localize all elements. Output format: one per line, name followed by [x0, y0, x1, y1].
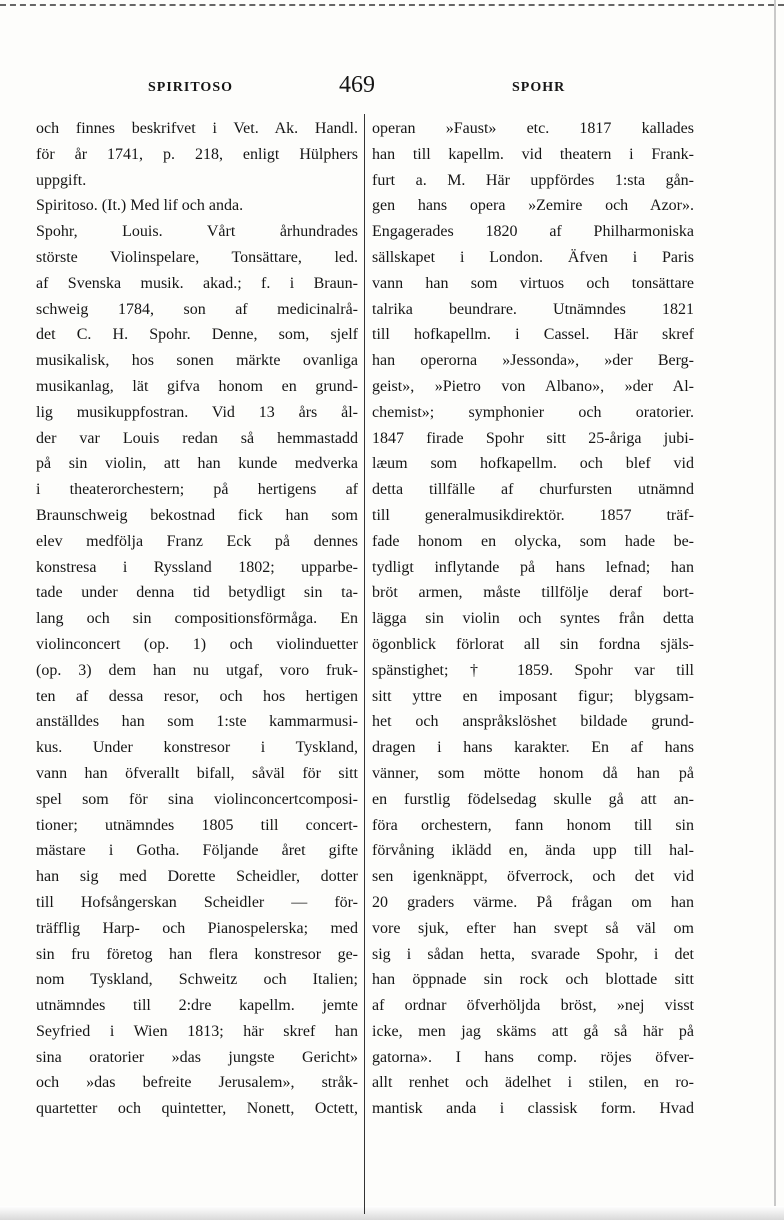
text-line: læum som hofkapellm. och blef vid — [372, 455, 694, 473]
text-line: gatorna». I hans comp. röjes öfver- — [372, 1048, 694, 1066]
text-line: detta tillfälle af churfursten utnämnd — [372, 481, 694, 499]
text-line: han öppnade sin rock och blottade sitt — [372, 971, 694, 989]
column-divider — [364, 114, 365, 1214]
top-border-line — [0, 4, 784, 6]
text-line: på sin violin, att han kunde medverka — [36, 455, 358, 473]
text-line: fade honom en olycka, som hade be- — [372, 532, 694, 550]
text-line: anställdes han som 1:ste kammarmusi- — [36, 713, 358, 731]
text-line: het och anspråkslöshet bildade grund- — [372, 713, 694, 731]
text-line: af Svenska musik. akad.; f. i Braun- — [36, 274, 358, 292]
text-line: störste Violinspelare, Tonsättare, led. — [36, 248, 358, 266]
text-line: spänstighet; † 1859. Spohr var till — [372, 661, 694, 679]
text-line: operan »Faust» etc. 1817 kallades — [372, 120, 694, 137]
page-edge-bottom — [0, 1206, 784, 1220]
text-line: 1847 firade Spohr sitt 25-åriga jubi- — [372, 429, 694, 447]
text-line: uppgift. — [36, 171, 87, 189]
text-line: Engagerades 1820 af Philharmoniska — [372, 223, 694, 241]
left-column — [36, 116, 358, 1122]
text-line: schweig 1784, son af medicinalrå- — [36, 300, 358, 318]
text-line: han till kapellm. vid theatern i Frank- — [372, 145, 694, 163]
text-line: förvåning iklädd en, ända upp till hal- — [372, 842, 694, 860]
text-line: tydligt inflytande på hans lefnad; han — [372, 558, 694, 576]
text-line: till hofkapellm. i Cassel. Här skref — [372, 326, 694, 344]
text-line: till Hofsångerskan Scheidler — för- — [36, 893, 358, 911]
text-line: lang och sin compositionsförmåga. En — [36, 610, 358, 628]
page-edge-right — [774, 0, 776, 1220]
text-line: för år 1741, p. 218, enligt Hülphers — [36, 145, 358, 163]
text-line: sig i sådan hetta, svarade Spohr, i det — [372, 945, 694, 963]
header-left-keyword: SPIRITOSO — [148, 80, 233, 95]
text-line: mantisk anda i classisk form. Hvad — [372, 1100, 694, 1118]
text-line: det C. H. Spohr. Denne, som, sjelf — [36, 326, 358, 344]
text-line: sin fru företog han flera konstresor ge- — [36, 945, 358, 963]
text-line: han operorna »Jessonda», »der Berg- — [372, 352, 694, 370]
text-line: kus. Under konstresor i Tyskland, — [36, 739, 358, 757]
text-line: lig musikuppfostran. Vid 13 års ål- — [36, 403, 358, 421]
text-line: furt a. M. Här uppfördes 1:sta gån- — [372, 171, 694, 189]
text-line: ten af dessa resor, och hos hertigen — [36, 687, 358, 705]
text-line: Seyfried i Wien 1813; här skref han — [36, 1022, 358, 1040]
right-column — [372, 116, 694, 1122]
text-line: träfflig Harp- och Pianospelerska; med — [36, 919, 358, 937]
text-line: bröt armen, måste tillfölje deraf bort- — [372, 584, 694, 602]
text-line: Spiritoso. (It.) Med lif och anda. — [36, 197, 244, 215]
text-line: Spohr, Louis. Vårt århundrades — [36, 223, 358, 241]
text-line: vann han som virtuos och tonsättare — [372, 274, 694, 292]
running-header — [0, 72, 784, 112]
text-line: der var Louis redan så hemmastadd — [36, 429, 358, 447]
text-line: mästare i Gotha. Följande året gifte — [36, 842, 358, 860]
text-line: sina oratorier »das jungste Gericht» — [36, 1048, 358, 1066]
text-line: sen igenknäppt, öfverrock, och det vid — [372, 868, 694, 886]
text-line: musikalisk, hos sonen märkte ovanliga — [36, 352, 358, 370]
text-line: sitt yttre en imposant figur; blygsam- — [372, 687, 694, 705]
text-line: nom Tyskland, Schweitz och Italien; — [36, 971, 358, 989]
text-line: musikanlag, lät gifva honom en grund- — [36, 377, 358, 395]
text-line: lägga sin violin och syntes från detta — [372, 610, 694, 628]
text-line: talrika beundrare. Utnämndes 1821 — [372, 300, 694, 318]
text-line: chemist»; symphonier och oratorier. — [372, 403, 694, 421]
text-line: 20 graders värme. På frågan om han — [372, 893, 694, 911]
text-line: han sig med Dorette Scheidler, dotter — [36, 868, 358, 886]
text-line: ögonblick förlorat all sin fordna själs- — [372, 635, 694, 653]
text-line: quartetter och quintetter, Nonett, Octett, — [36, 1100, 358, 1118]
text-line: geist», »Pietro von Albano», »der Al- — [372, 377, 694, 395]
text-line: tioner; utnämndes 1805 till concert- — [36, 816, 358, 834]
header-right-keyword: SPOHR — [512, 80, 566, 95]
text-line: en furstlig födelsedag skulle gå att an- — [372, 790, 694, 808]
text-line: icke, men jag skäms att gå så här på — [372, 1022, 694, 1040]
text-line: Braunschweig bekostnad fick han som — [36, 506, 358, 524]
text-line: vann han öfverallt bifall, såväl för sitt — [36, 764, 358, 782]
text-line: vore sjuk, efter han svept så väl om — [372, 919, 694, 937]
text-line: allt renhet och ädelhet i stilen, en ro- — [372, 1074, 694, 1092]
text-line: i theaterorchestern; på hertigens af — [36, 481, 358, 499]
text-line: (op. 3) dem han nu utgaf, voro fruk- — [36, 661, 358, 679]
text-line: tade under denna tid betydligt sin ta- — [36, 584, 358, 602]
text-line: dragen i hans karakter. En af hans — [372, 739, 694, 757]
text-line: sällskapet i London. Äfven i Paris — [372, 248, 694, 266]
text-line: violinconcert (op. 1) och violinduetter — [36, 635, 358, 653]
text-line: och »das befreite Jerusalem», stråk- — [36, 1074, 358, 1092]
text-line: gen hans opera »Zemire och Azor». — [372, 197, 694, 215]
page-number: 469 — [339, 72, 375, 98]
text-line: vänner, som mötte honom då han på — [372, 764, 694, 782]
text-line: konstresa i Ryssland 1802; upparbe- — [36, 558, 358, 576]
text-line: föra orchestern, fann honom till sin — [372, 816, 694, 834]
text-line: elev medfölja Franz Eck på dennes — [36, 532, 358, 550]
text-line: spel som för sina violinconcertcomposi- — [36, 790, 358, 808]
text-line: och finnes beskrifvet i Vet. Ak. Handl. — [36, 120, 358, 137]
text-line: till generalmusikdirektör. 1857 träf- — [372, 506, 694, 524]
text-line: utnämndes till 2:dre kapellm. jemte — [36, 997, 358, 1015]
text-line: af ordnar öfverhöljda bröst, »nej visst — [372, 997, 694, 1015]
